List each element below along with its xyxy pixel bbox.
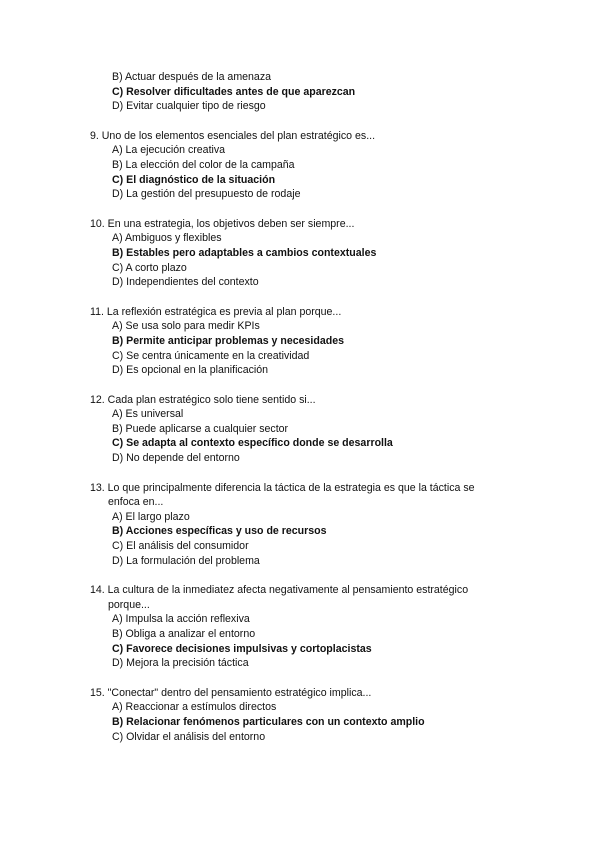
option: D) Mejora la precisión táctica	[112, 657, 249, 670]
option: B) Puede aplicarse a cualquier sector	[112, 422, 289, 435]
option: D) La gestión del presupuesto de rodaje	[112, 188, 301, 201]
question-stem: 15. "Conectar" dentro del pensamiento estratégico implica...	[90, 686, 372, 699]
question-stem: 13. Lo que principalmente diferencia la táctica de la estrategia es que la táctica se enfoca en...	[90, 481, 475, 509]
option: B) Obliga a analizar el entorno	[112, 628, 256, 640]
option: C) A corto plazo	[112, 261, 187, 274]
question-stem: 12. Cada plan estratégico solo tiene sentido si...	[90, 393, 316, 406]
question-stem: 14. La cultura de la inmediatez afecta negativamente al pensamiento estratégico porque...	[90, 584, 469, 611]
option: C) Olvidar el análisis del entorno	[112, 730, 266, 743]
option-correct: B) Estables pero adaptables a cambios contextuales	[112, 246, 377, 259]
question-13	[0, 481, 600, 569]
option: A) Ambiguos y flexibles	[112, 232, 222, 245]
quiz-content	[0, 70, 600, 759]
option: B) La elección del color de la campaña	[112, 158, 295, 171]
option: A) Se usa solo para medir KPIs	[112, 320, 260, 333]
option: D) La formulación del problema	[112, 554, 260, 567]
option-correct: C) Se adapta al contexto específico donde se desarrolla	[112, 437, 393, 450]
option-correct: C) El diagnóstico de la situación	[112, 173, 276, 186]
option: C) Se centra únicamente en la creatividad	[112, 349, 310, 362]
question-8-continuation	[0, 70, 600, 114]
option-correct: C) Resolver dificultades antes de que aparezcan	[112, 85, 356, 98]
option: A) El largo plazo	[112, 510, 190, 523]
option: D) No depende del entorno	[112, 452, 240, 465]
question-14	[0, 583, 600, 671]
option: A) Impulsa la acción reflexiva	[112, 613, 250, 626]
option: D) Independientes del contexto	[112, 276, 259, 289]
question-9	[0, 129, 600, 202]
option: A) Es universal	[112, 408, 184, 421]
option: A) La ejecución creativa	[112, 144, 226, 157]
question-11	[0, 305, 600, 378]
option: C) El análisis del consumidor	[112, 540, 249, 553]
option: D) Es opcional en la planificación	[112, 364, 269, 377]
question-10	[0, 217, 600, 290]
option: D) Evitar cualquier tipo de riesgo	[112, 100, 266, 113]
question-stem: 11. La reflexión estratégica es previa al plan porque...	[90, 305, 342, 318]
option: A) Reaccionar a estímulos directos	[112, 701, 277, 714]
option-correct: B) Relacionar fenómenos particulares con un contexto amplio	[112, 715, 425, 728]
question-stem: 10. En una estrategia, los objetivos deben ser siempre...	[90, 217, 355, 230]
question-stem: 9. Uno de los elementos esenciales del plan estratégico es...	[90, 129, 376, 142]
option: B) Actuar después de la amenaza	[112, 71, 272, 83]
option-correct: B) Permite anticipar problemas y necesidades	[112, 334, 344, 347]
option-correct: B) Acciones específicas y uso de recursos	[112, 525, 327, 538]
question-12	[0, 393, 600, 466]
option-correct: C) Favorece decisiones impulsivas y cortoplacistas	[112, 642, 372, 655]
question-15	[0, 686, 600, 744]
